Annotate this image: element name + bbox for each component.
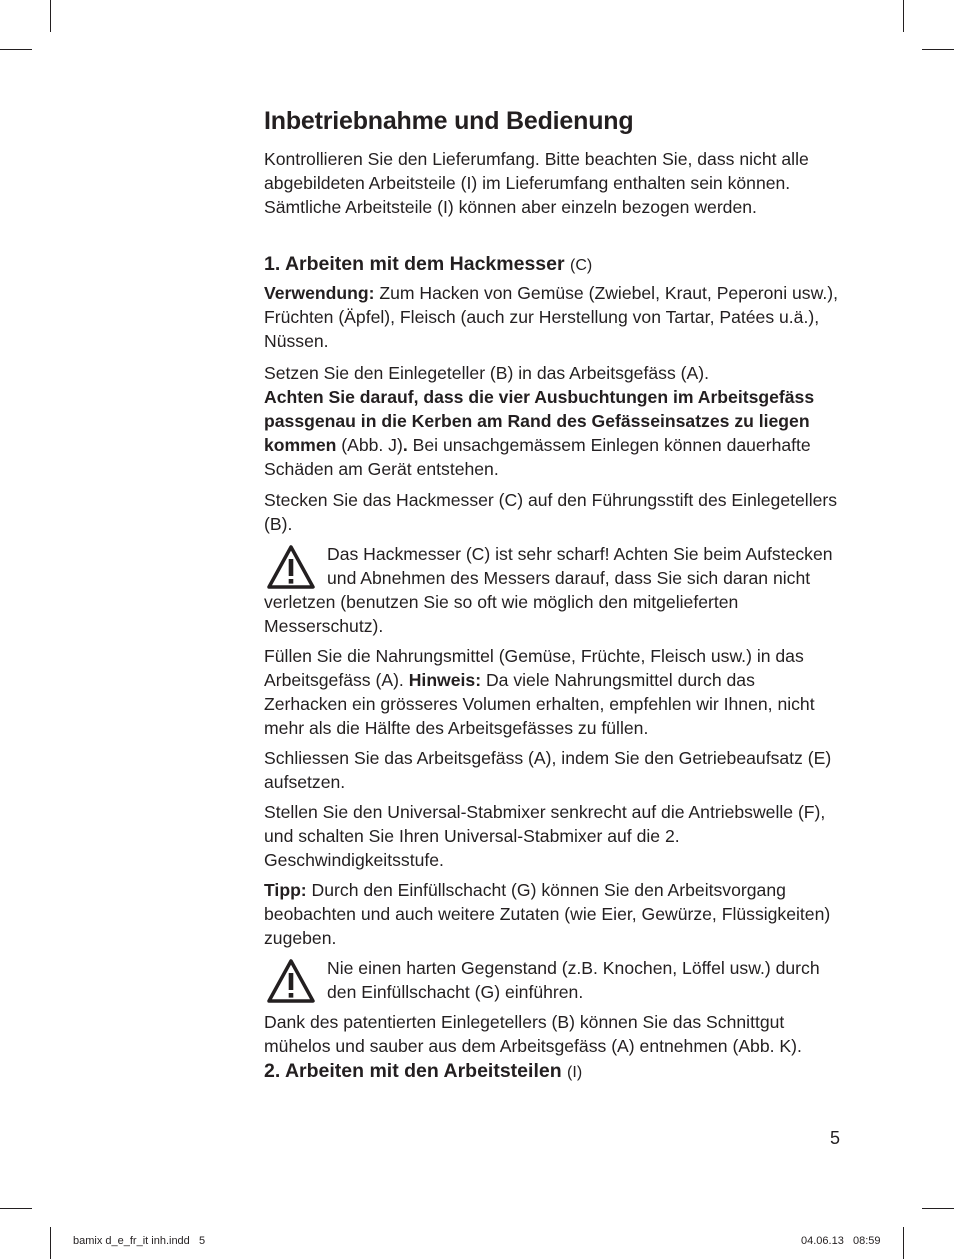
attention-bold: Achten Sie darauf, dass die vier Ausbuchtungen im Arbeitsgefäss passgenau in die Kerben am Rand des Gefässeinsatzes zu liegen kommen <box>264 387 815 455</box>
crop-mark <box>903 1227 904 1259</box>
warning-text: Nie einen harten Gegenstand (z.B. Knochen, Löffel usw.) durch den Einfüllschacht (G) einführen. <box>327 958 820 1002</box>
attention-paragraph <box>264 385 839 481</box>
mixer-paragraph: Stellen Sie den Universal-Stabmixer senkrecht auf die Antriebswelle (F), und schalten Sie Ihren Universal-Stabmixer auf die 2. Geschwindigkeitsstufe. <box>264 802 826 870</box>
knife-paragraph: Stecken Sie das Hackmesser (C) auf den Führungsstift des Einlegetellers (B). <box>264 490 838 534</box>
warning-block <box>264 956 839 1004</box>
section-title: 2. Arbeiten mit den Arbeitsteilen <box>264 1060 562 1082</box>
usage-paragraph <box>264 281 839 353</box>
crop-mark <box>922 49 954 50</box>
section-heading <box>264 1058 839 1086</box>
intro-paragraph: Kontrollieren Sie den Lieferumfang. Bitte beachten Sie, dass nicht alle abgebildeten Arbeitsteile (I) im Lieferumfang enthalten sein können. Sämtliche Arbeitsteile (I) können aber einzeln bezogen werden. <box>264 149 809 217</box>
hint-label: Hinweis: <box>408 670 482 690</box>
attention-rest: Bei unsachgemässem Einlegen können dauerhafte Schäden am Gerät entstehen. <box>264 435 811 479</box>
hint-text: Da viele Nahrungsmittel durch das Zerhacken ein grösseres Volumen erhalten, empfehlen wir Ihnen, nicht mehr als die Hälfte des Arbeitsgefässes zu füllen. <box>264 670 815 738</box>
page-number: 5 <box>830 1128 841 1148</box>
usage-label: Verwendung: <box>264 283 375 303</box>
fill-text: Füllen Sie die Nahrungsmittel (Gemüse, Früchte, Fleisch usw.) in das Arbeitsgefäss (A). <box>264 646 804 690</box>
warning-block <box>264 542 839 638</box>
patent-paragraph: Dank des patentierten Einlegetellers (B) können Sie das Schnittgut mühelos und sauber aus dem Arbeitsgefäss (A) entnehmen (Abb. K). <box>264 1012 802 1056</box>
crop-mark <box>50 0 51 32</box>
tip-label: Tipp: <box>264 880 307 900</box>
crop-mark <box>50 1227 51 1259</box>
section-title: 1. Arbeiten mit dem Hackmesser <box>264 253 565 275</box>
attention-dot: . <box>402 435 408 455</box>
usage-text: Zum Hacken von Gemüse (Zwiebel, Kraut, Peperoni usw.), Früchten (Äpfel), Fleisch (auch zur Herstellung von Tartar, Patées u.ä.), Nüssen. <box>264 283 838 351</box>
tip-paragraph <box>264 878 839 950</box>
crop-mark <box>903 0 904 32</box>
page-content <box>264 104 839 1086</box>
warning-triangle-icon <box>266 958 316 1004</box>
warning-text: Das Hackmesser (C) ist sehr scharf! Achten Sie beim Aufstecken und Abnehmen des Messers darauf, dass Sie sich daran nicht verletzen (benutzen Sie so oft wie möglich den mitgelieferten Messerschutz). <box>264 544 833 636</box>
crop-mark <box>0 1208 32 1209</box>
close-paragraph: Schliessen Sie das Arbeitsgefäss (A), indem Sie den Getriebeaufsatz (E) aufsetzen. <box>264 748 832 792</box>
warning-triangle-icon <box>266 544 316 590</box>
attention-ref: (Abb. J) <box>336 435 403 455</box>
slug-filename: bamix d_e_fr_it inh.indd 5 <box>73 1235 206 1247</box>
section-ref: (C) <box>570 257 593 274</box>
slug-timestamp: 04.06.13 08:59 <box>801 1235 881 1247</box>
crop-mark <box>922 1208 954 1209</box>
section-ref: (I) <box>567 1064 583 1081</box>
crop-mark <box>0 49 32 50</box>
page-title: Inbetriebnahme und Bedienung <box>264 107 634 135</box>
insert-paragraph: Setzen Sie den Einlegeteller (B) in das Arbeitsgefäss (A). <box>264 363 709 383</box>
section-heading <box>264 251 839 279</box>
tip-text: Durch den Einfüllschacht (G) können Sie den Arbeitsvorgang beobachten und auch weitere Zutaten (wie Eier, Gewürze, Flüssigkeiten) zugeben. <box>264 880 831 948</box>
fill-paragraph <box>264 644 839 740</box>
